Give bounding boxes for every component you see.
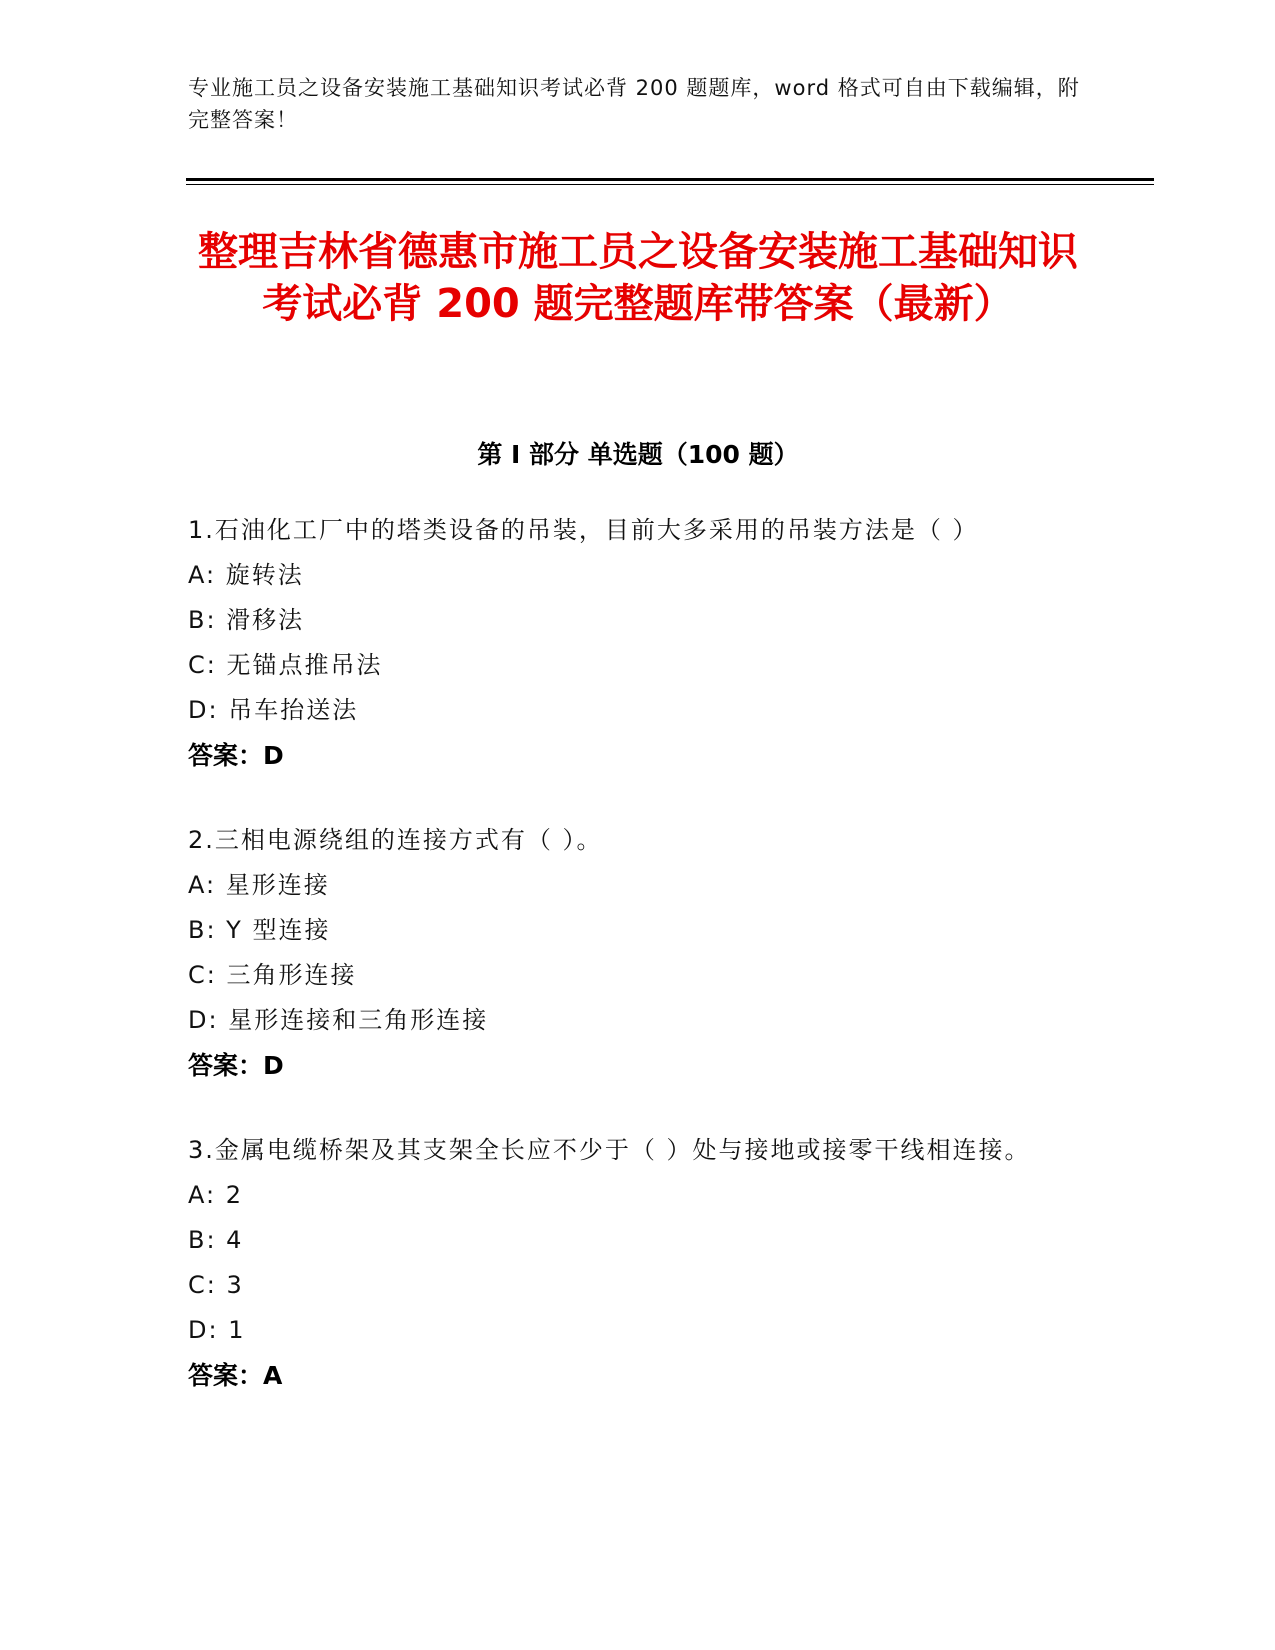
- option-d: D: 星形连接和三角形连接: [188, 1006, 489, 1034]
- header-note: 专业施工员之设备安装施工基础知识考试必背 200 题题库，word 格式可自由下载编辑，附完整答案！: [188, 76, 1080, 132]
- question-stem: 3.金属电缆桥架及其支架全长应不少于（ ）处与接地或接零干线相连接。: [188, 1136, 1031, 1164]
- option-c: C: 三角形连接: [188, 961, 357, 989]
- answer: 答案：D: [188, 1051, 284, 1080]
- option-a: A: 2: [188, 1181, 243, 1209]
- answer: 答案：D: [188, 741, 284, 770]
- option-a: A: 星形连接: [188, 871, 330, 899]
- option-d: D: 1: [188, 1316, 246, 1344]
- option-c: C: 无锚点推吊法: [188, 651, 383, 679]
- question-3: [188, 1128, 1088, 1398]
- question-stem: 1.石油化工厂中的塔类设备的吊装，目前大多采用的吊装方法是（ ）: [188, 516, 979, 544]
- header-rule-thick: [186, 178, 1154, 181]
- option-d: D: 吊车抬送法: [188, 696, 359, 724]
- question-stem: 2.三相电源绕组的连接方式有（ ）。: [188, 826, 603, 854]
- document-title: 整理吉林省德惠市施工员之设备安装施工基础知识考试必背 200 题完整题库带答案（最新）: [198, 229, 1078, 327]
- answer: 答案：A: [188, 1361, 283, 1390]
- section-heading: 第 I 部分 单选题（100 题）: [477, 440, 799, 469]
- option-b: B: Y 型连接: [188, 916, 331, 944]
- header-rule-thin: [186, 184, 1154, 185]
- question-2: [188, 818, 1088, 1088]
- option-a: A: 旋转法: [188, 561, 304, 589]
- option-c: C: 3: [188, 1271, 244, 1299]
- option-b: B: 4: [188, 1226, 244, 1254]
- option-b: B: 滑移法: [188, 606, 305, 634]
- question-1: [188, 508, 1088, 778]
